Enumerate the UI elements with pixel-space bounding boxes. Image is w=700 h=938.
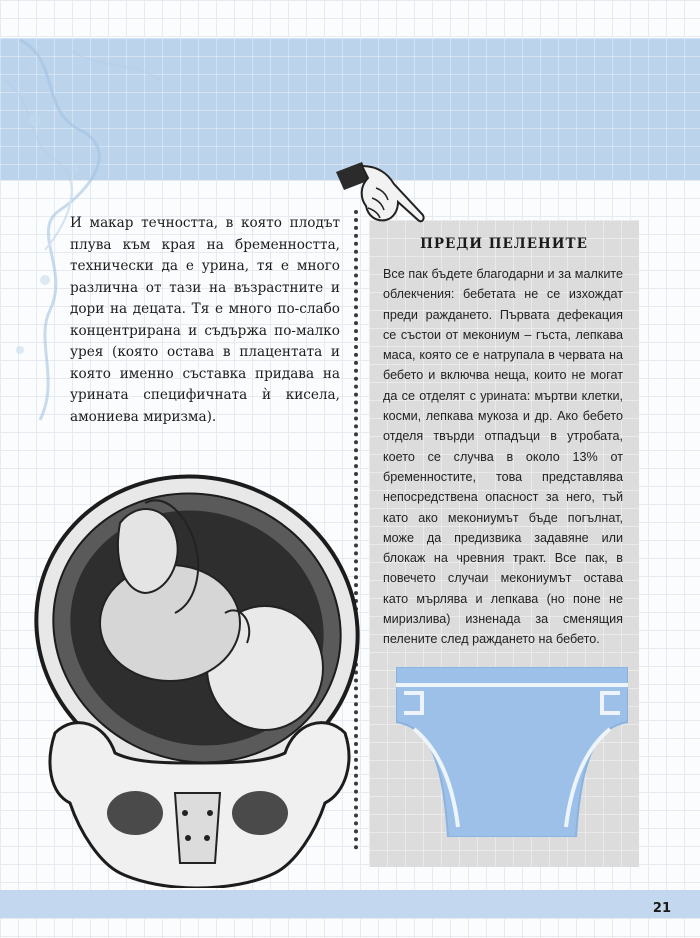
page-number: 21 [652, 901, 671, 916]
sidebar-title: ПРЕДИ ПЕЛЕНИТЕ [420, 236, 588, 252]
fetus-in-pelvis-illustration [25, 463, 370, 888]
main-paragraph: И макар течността, в която плодът плува към края на бременността, технически да е урина, тя е много различна от тази на възрастните и дори на децата. Тя е много по-слабо концентрирана и съдържа по-малко урея (която остава в плацентата и която именно съставка придава на урината специфичната ѝ кисела, амониева миризма). [70, 215, 340, 425]
bottom-decorative-band [0, 890, 700, 918]
diaper-icon [396, 667, 628, 837]
sidebar-text: Все пак бъдете благодарни и за малките облекчения: бебетата не се изхождат преди раждането. Първата дефекация се състои от мекониум – гъста, лепкава маса, която се е натрупала в червата на бебето и включва неща, които не могат да се отделят с урината: мъртви клетки, косми, лепкава мукоза и др. Ако бебето отделя твърди отпадъци в утробата, което се случва в около 13% от бременностите, това представлява непосредствена опасност за него, тъй като ако мекониумът бъде погълнат, може да предизвика задавяне или блокаж на чревния тракт. Все пак, в повечето случаи мекониумът остава като мърлява и лепкава (но поне не миризлива) изненада за сменящия пелените след раждането на бебето. [383, 267, 623, 647]
pointing-hand-icon [332, 158, 428, 238]
